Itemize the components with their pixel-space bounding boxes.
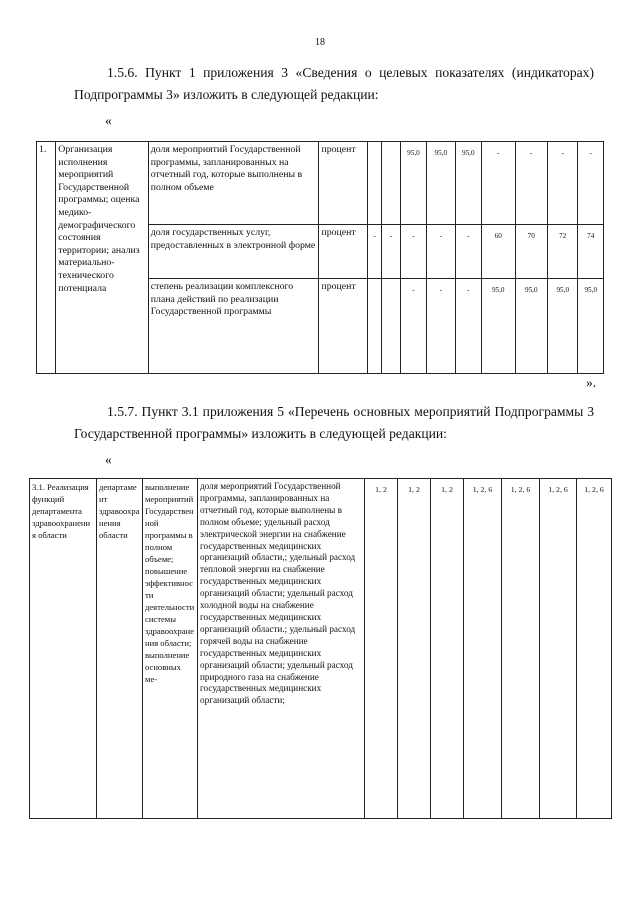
value-cell: 60	[481, 225, 515, 279]
value-cell: 95,0	[548, 279, 578, 374]
value-cell: 95,0	[481, 279, 515, 374]
value-cell: -	[578, 142, 604, 225]
value-cell: 95,0	[427, 142, 455, 225]
value-cell: 1, 2, 6	[464, 479, 502, 819]
value-cell: -	[400, 225, 426, 279]
value-cell: 70	[515, 225, 548, 279]
executor-cell: департамент здравоохранения области	[97, 479, 143, 819]
value-cell: 1, 2	[431, 479, 464, 819]
unit-cell: процент	[319, 225, 368, 279]
opening-quote-2: «	[105, 452, 112, 467]
unit-cell: процент	[319, 279, 368, 374]
paragraph-1-5-6: 1.5.6. Пункт 1 приложения 3 «Сведения о целевых показателях (индикаторах) Подпрограммы 3» изложить в следующей редакции:	[74, 65, 594, 102]
value-cell	[368, 279, 382, 374]
row-number: 1.	[37, 142, 56, 374]
opening-quote-1: «	[105, 113, 112, 128]
value-cell: 74	[578, 225, 604, 279]
value-cell: -	[455, 279, 481, 374]
value-cell	[382, 142, 400, 225]
measure-name: 3.1. Реализация функций департамента здравоохранения области	[30, 479, 97, 819]
value-cell: -	[400, 279, 426, 374]
measure-name: Организация исполнения мероприятий Государственной программы; оценка медико-демографического состояния территории; анализ материально-технического потенциала	[56, 142, 148, 374]
value-cell: -	[368, 225, 382, 279]
measures-table	[29, 478, 612, 819]
indicator-cell: доля государственных услуг, предоставленных в электронной форме	[148, 225, 319, 279]
value-cell: -	[515, 142, 548, 225]
value-cell: 95,0	[400, 142, 426, 225]
value-cell: 1, 2	[365, 479, 398, 819]
page-number: 18	[315, 37, 325, 48]
paragraph-1-5-7: 1.5.7. Пункт 3.1 приложения 5 «Перечень основных мероприятий Подпрограммы 3 Государственной программы» изложить в следующей редакции:	[74, 404, 594, 441]
unit-cell: процент	[319, 142, 368, 225]
table-row	[30, 479, 612, 819]
table-row	[37, 142, 604, 225]
results-cell: выполнение мероприятий Государственной программы в полном объеме; повышение эффективности деятельности системы здравоохранения области; выполнение основных ме-	[143, 479, 198, 819]
value-cell: 95,0	[578, 279, 604, 374]
value-cell: -	[548, 142, 578, 225]
value-cell: 1, 2, 6	[502, 479, 540, 819]
value-cell: 72	[548, 225, 578, 279]
indicator-cell: степень реализации комплексного плана действий по реализации Государственной программы	[148, 279, 319, 374]
value-cell: -	[382, 225, 400, 279]
indicators-cell: доля мероприятий Государственной программы, запланированных на отчетный год, которые выполнены в полном объеме; удельный расход электрической энергии на снабжение государственных медицинских организаций области,; удельный расход тепловой энергии на снабжение государственных медицинских организаций области; удельный расход холодной воды на снабжение государственных медицинских организаций области.; удельный расход горячей воды на снабжение государственных медицинских организаций области; удельный расход природного газа на снабжение государственных медицинских организаций области;	[198, 479, 365, 819]
closing-quote-1: ».	[586, 375, 597, 390]
value-cell: 1, 2	[398, 479, 431, 819]
value-cell: -	[455, 225, 481, 279]
value-cell: -	[427, 279, 455, 374]
value-cell: -	[427, 225, 455, 279]
value-cell	[368, 142, 382, 225]
value-cell: 1, 2, 6	[577, 479, 612, 819]
targets-table	[36, 141, 604, 374]
value-cell: 95,0	[455, 142, 481, 225]
indicator-cell: доля мероприятий Государственной программы, запланированных на отчетный год, которые выполнены в полном объеме	[148, 142, 319, 225]
value-cell: 1, 2, 6	[540, 479, 577, 819]
value-cell	[382, 279, 400, 374]
value-cell: -	[481, 142, 515, 225]
value-cell: 95,0	[515, 279, 548, 374]
